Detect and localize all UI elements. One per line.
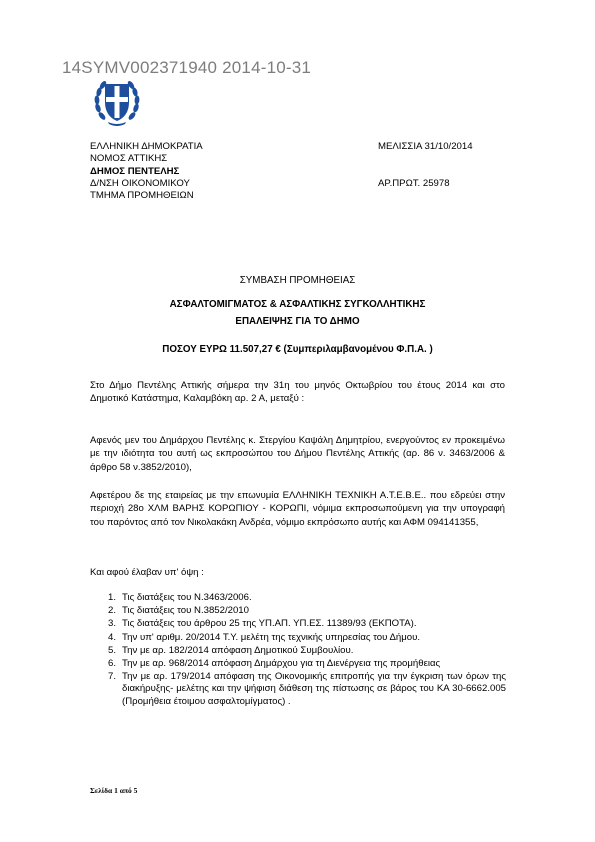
issuer-prefecture: ΝΟΜΟΣ ΑΤΤΙΚΗΣ (90, 153, 168, 165)
list-item (108, 658, 506, 670)
document-id-watermark: 14SYMV002371940 2014-10-31 (62, 58, 312, 77)
list-item-text: Τις διατάξεις του άρθρου 25 της ΥΠ.ΑΠ. ΥΠ.ΕΣ. 11389/93 (ΕΚΠΟΤΑ). (122, 618, 417, 630)
considerations-list (108, 592, 506, 709)
contract-title: ΣΥΜΒΑΣΗ ΠΡΟΜΗΘΕΙΑΣ (239, 275, 356, 286)
list-item-number: 1. (108, 592, 117, 603)
issuer-municipality: ΔΗΜΟΣ ΠΕΝΤΕΛΗΣ (90, 165, 180, 177)
place-date: ΜΕΛΙΣΣΙΑ 31/10/2014 (378, 141, 473, 152)
list-item-number: 3. (108, 618, 117, 630)
list-item-number: 7. (108, 671, 117, 683)
list-item-text: Τις διατάξεις του Ν.3852/2010 (122, 605, 249, 617)
paragraph-intro: Στο Δήμο Πεντέλης Αττικής σήμερα την 31η του μηνός Οκτωβρίου του έτους 2014 και στο Δημοτικό Κατάστημα, Καλαμβόκη αρ. 2 Α, μεταξύ : (90, 380, 505, 405)
page-number: Σελίδα 1 από 5 (90, 786, 138, 795)
list-item-text: Τις διατάξεις του Ν.3463/2006. (122, 592, 252, 603)
list-item-text: Την με αρ. 182/2014 απόφαση Δημοτικού Συμβουλίου. (122, 644, 354, 656)
list-item (108, 618, 506, 630)
list-item-text: Την υπ' αριθμ. 20/2014 Τ.Υ. μελέτη της τεχνικής υπηρεσίας του Δήμου. (122, 631, 421, 643)
issuer-department: ΤΜΗΜΑ ΠΡΟΜΗΘΕΙΩΝ (90, 190, 194, 202)
list-item (108, 645, 506, 657)
issuer-directorate: Δ/ΝΣΗ ΟΙΚΟΝΟΜΙΚΟΥ (90, 177, 190, 189)
list-item (108, 632, 506, 644)
contract-subject-line1: ΑΣΦΑΛΤΟΜΙΓΜΑΤΟΣ & ΑΣΦΑΛΤΙΚΗΣ ΣΥΓΚΟΛΛΗΤΙΚΗΣ (169, 299, 426, 310)
list-item (108, 605, 506, 617)
protocol-number: ΑΡ.ΠΡΩΤ. 25978 (378, 177, 450, 189)
list-item-number: 2. (108, 605, 117, 617)
list-item (108, 671, 506, 708)
issuer-country: ΕΛΛΗΝΙΚΗ ΔΗΜΟΚΡΑΤΙΑ (90, 141, 203, 152)
greek-state-emblem-icon (92, 76, 142, 128)
list-item-text: Την με αρ. 179/2014 απόφαση της Οικονομικής επιτροπής για την έγκριση των όρων της διακήρυξης- μελέτης και την ψήφιση διάθεση της πίστωσης σε βάρος του ΚΑ 30-6662.005 (Προμήθεια έτοιμου ασφαλτομίγματος) . (122, 671, 506, 707)
contract-subject-line2: ΕΠΑΛΕΙΨΗΣ ΓΙΑ ΤΟ ΔΗΜΟ (235, 316, 360, 327)
document-meta (378, 141, 473, 190)
list-item-number: 4. (108, 631, 117, 643)
contract-amount: ΠΟΣΟΥ ΕΥΡΩ 11.507,27 € (Συμπεριλαμβανομένου Φ.Π.Α. ) (162, 344, 433, 355)
paragraph-first-party: Αφενός μεν του Δημάρχου Πεντέλης κ. Στεργίου Καψάλη Δημητρίου, ενεργούντος εν προκειμένω με την ιδιότητα του αυτή ως εκπροσώπου του Δήμου Πεντέλης Αττικής (αρ. 86 ν. 3463/2006 & άρθρο 58 ν.3852/2010), (90, 435, 505, 473)
paragraph-second-party: Αφετέρου δε της εταιρείας με την επωνυμία ΕΛΛΗΝΙΚΗ ΤΕΧΝΙΚΗ Α.Τ.Ε.Β.Ε.. που εδρεύει στην περιοχή 28ο ΧΛΜ ΒΑΡΗΣ ΚΟΡΩΠΙΟΥ - ΚΟΡΩΠΙ, νόμιμα εκπροσωπούμενη για την υπογραφή του παρόντος από τον Νικολακάκη Ανδρέα, νόμιμο εκπρόσωπο αυτής και ΑΦΜ 094141355, (90, 490, 505, 528)
list-item-text: Την με αρ. 968/2014 απόφαση Δημάρχου για τη Διενέργεια της προμήθειας (122, 658, 441, 670)
list-item-number: 5. (108, 644, 117, 656)
paragraph-considering: Και αφού έλαβαν υπ' όψη : (90, 567, 204, 578)
list-item (108, 592, 506, 604)
list-item-number: 6. (108, 658, 117, 670)
issuer-block (90, 141, 203, 202)
